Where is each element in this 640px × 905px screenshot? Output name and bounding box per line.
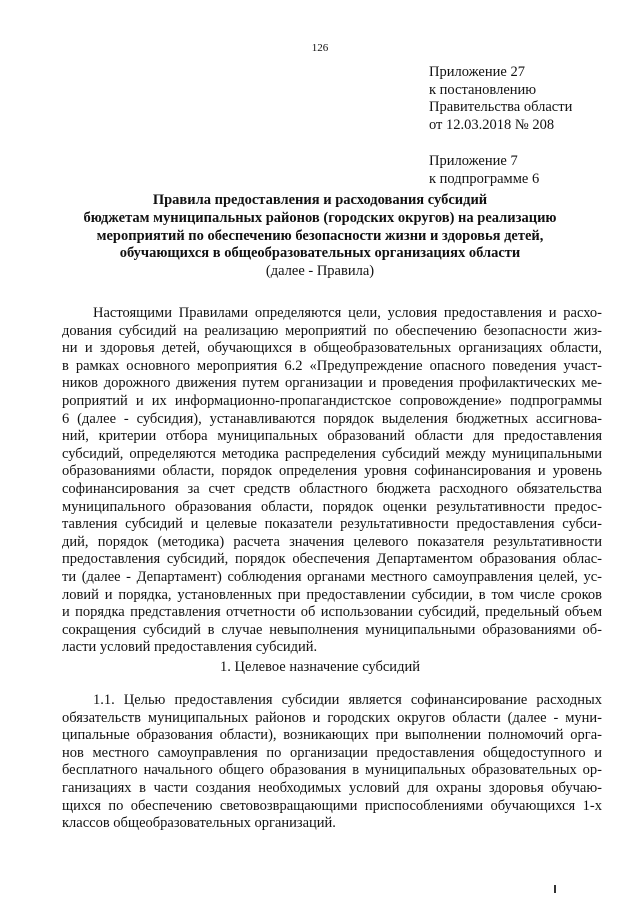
appendix-line: от 12.03.2018 № 208 [429,116,555,133]
title-line: обучающихся в общеобразовательных организациях области [119,245,521,262]
paragraph-line: предоставления субсидий, порядок обеспечения Департаментом образования облас- [62,551,602,568]
paragraph-line: и порядка представления отчетности об использовании субсидий, предельный объем [62,604,602,621]
paragraph-line: сокращения субсидий в случае невыполнения муниципальными образованиями об- [62,621,602,638]
title-line: мероприятий по обеспечению безопасности жизни и здоровья детей, [96,227,544,244]
appendix-block-subprogram [429,153,629,188]
paragraph-line: ципальные образования области), возникающих при выполнении полномочий орга- [62,727,602,744]
paragraph-line: классов общеобразовательных организаций. [62,815,336,832]
paragraph-line: субсидий, определяются методика распределения субсидий между муниципальными [62,445,602,462]
paragraph-line: дования субсидий на реализацию мероприятий по обеспечению безопасности жиз- [62,322,602,339]
paragraph-line: 6 (далее - субсидия), устанавливаются порядок выделения бюджетных ассигнова- [62,410,602,427]
paragraph-line: ти (далее - Департамент) соблюдения органами местного самоуправления целей, ус- [62,568,602,585]
paragraph-line: дий, порядок (методика) расчета значения целевого показателя результативности [62,533,602,550]
paragraph-line: ников дорожного движения путем организации и проведения профилактических ме- [62,375,602,392]
paragraph-line: бесплатного начального общего образования в муниципальных образовательных ор- [62,762,602,779]
paragraph-line: тавления субсидий и целевые показатели результативности предоставления субси- [62,516,602,533]
paragraph-line: ганизациях в части создания необходимых условий для охраны здоровья обучаю- [62,779,602,796]
paragraph-line: ловий и порядка, установленных при предоставлении субсидии, в том числе сроков [62,586,602,603]
paragraph-line: образованиями области, порядок определения уровня софинансирования и уровень [62,463,602,480]
appendix-line: Приложение 7 [429,153,518,169]
title-line: бюджетам муниципальных районов (городских округов) на реализацию [83,209,557,226]
appendix-line: к постановлению [429,81,537,98]
paragraph-line: ний, критерии отбора муниципальных образований области для предоставления [62,428,602,445]
paragraph-line: ни и здоровья детей, обучающихся в общеобразовательных организациях области, [62,340,602,357]
scan-mark [554,885,556,893]
paragraph-line: обязательств муниципальных районов и городских округов области (далее - муни- [62,709,602,726]
section-heading: 1. Целевое назначение субсидий [220,659,420,675]
document-title [40,192,600,281]
paragraph-line: в рамках основного мероприятия 6.2 «Предупреждение опасного поведения участ- [62,357,602,374]
paragraph-line: софинансирования за счет средств областного бюджета расходного обязательства [62,480,602,497]
paragraph-line: роприятий и их информационно-пропагандистское сопровождение» подпрограммы [62,392,602,409]
appendix-block-resolution [429,64,629,134]
intro-paragraph [62,305,602,657]
paragraph-line: ласти условий предоставления субсидий. [62,639,318,656]
paragraph-line: 1.1. Целью предоставления субсидии является софинансирование расходных [93,692,602,708]
appendix-line: Правительства области [429,99,573,115]
clause-paragraph [62,692,602,833]
appendix-line: Приложение 27 [429,64,525,80]
title-note: (далее - Правила) [265,263,375,280]
paragraph-line: муниципального образования области, порядок оценки результативности предос- [62,498,602,515]
page-number: 126 [311,42,329,54]
paragraph-line: нов местного самоуправления по организации предоставления общедоступного и [62,744,602,761]
paragraph-line: Настоящими Правилами определяются цели, условия предоставления и расхо- [93,305,602,321]
appendix-line: к подпрограмме 6 [429,170,540,187]
title-line: Правила предоставления и расходования субсидий [152,192,488,208]
paragraph-line: щихся по обеспечению световозвращающими приспособлениями обучающихся 1-х [62,797,602,814]
